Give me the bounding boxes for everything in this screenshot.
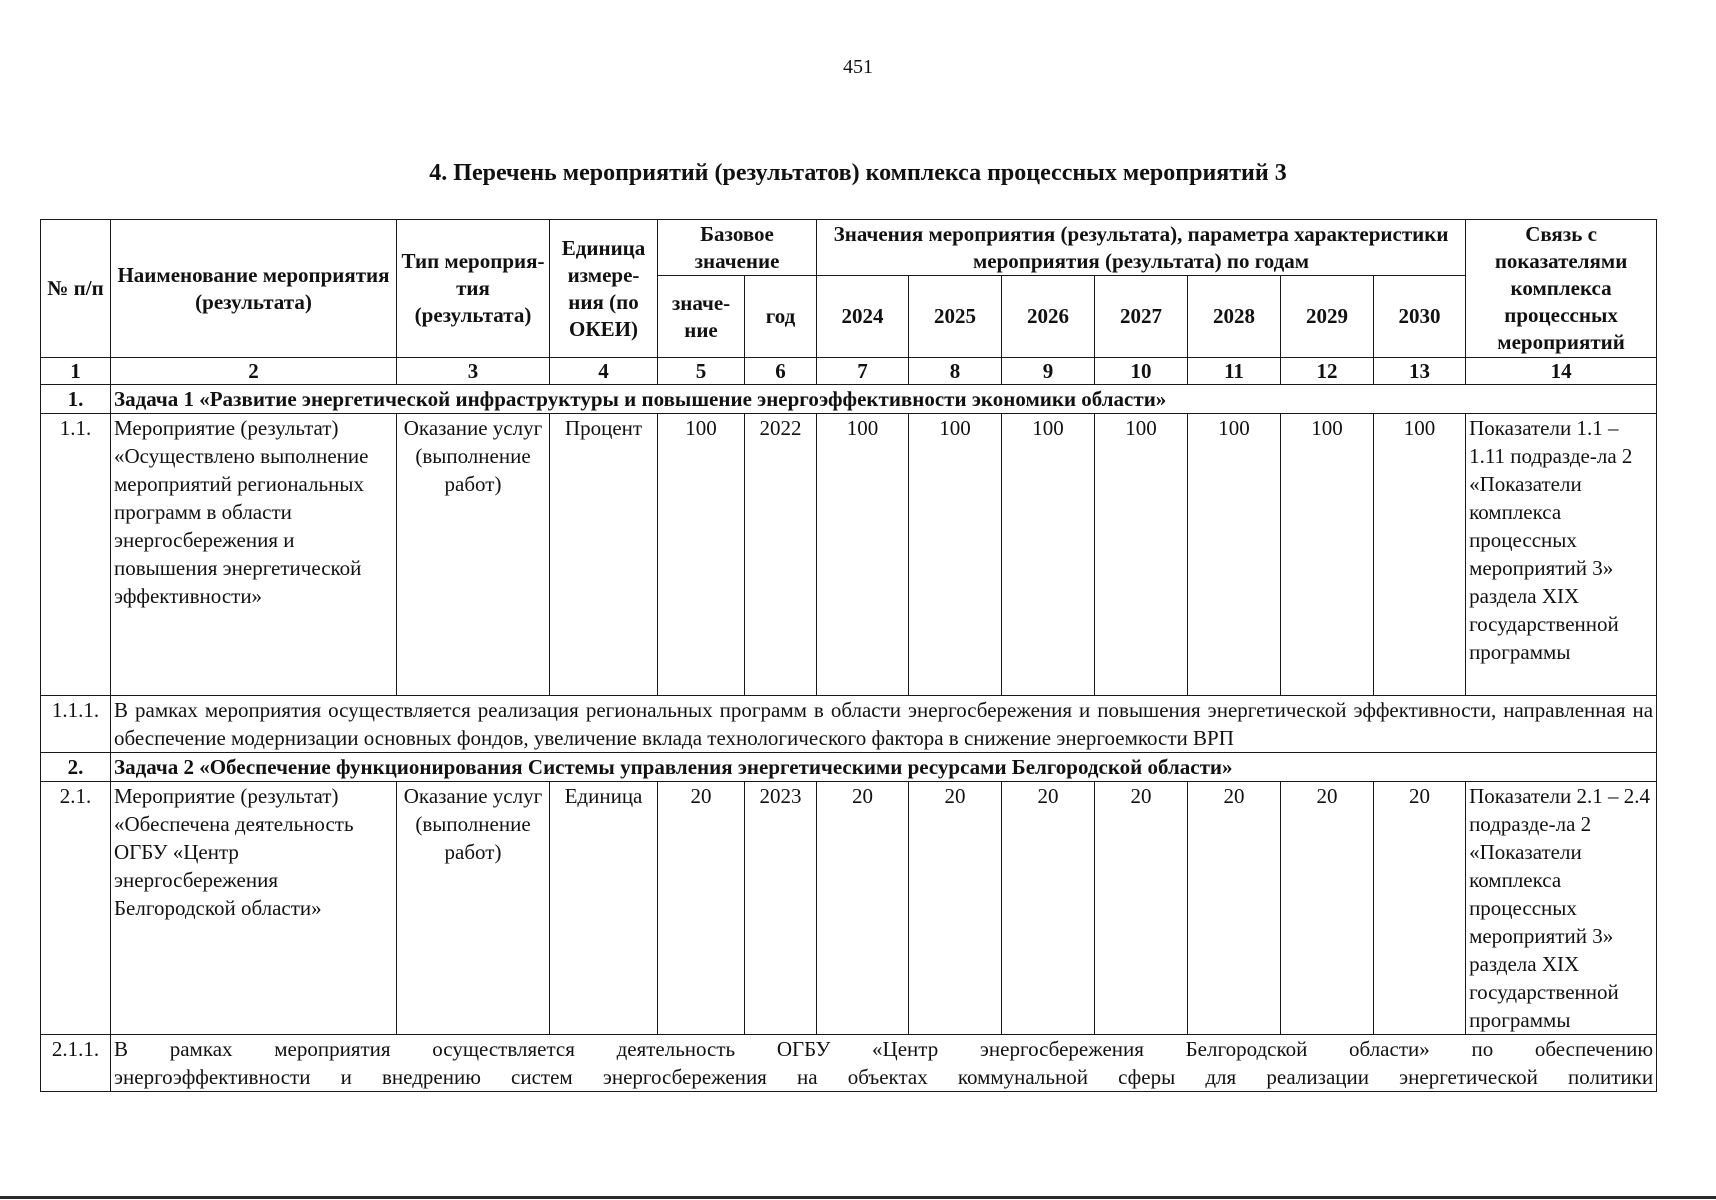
year-value: 100 — [909, 414, 1002, 696]
column-number: 13 — [1374, 358, 1466, 385]
measure-name: Мероприятие (результат) «Осуществлено выполнение мероприятий региональных программ в области энергосбережения и повышения энергетической эффективности» — [111, 414, 397, 696]
measure-name: Мероприятие (результат) «Обеспечена деятельность ОГБУ «Центр энергосбережения Белгородской области» — [111, 782, 397, 1035]
task-title: Задача 2 «Обеспечение функционирования Системы управления энергетическими ресурсами Белгородской области» — [111, 753, 1657, 782]
measure-type: Оказание услуг (выполнение работ) — [397, 782, 550, 1035]
header-base-year: год — [745, 276, 817, 358]
description-line: В рамках мероприятия осуществляется деятельность ОГБУ «Центр энергосбережения Белгородской области» по обеспечению — [114, 1037, 1654, 1061]
header-link: Связь с показателями комплекса процессных мероприятий — [1466, 220, 1657, 358]
year-value: 20 — [909, 782, 1002, 1035]
description-index: 2.1.1. — [41, 1035, 111, 1092]
column-number: 12 — [1281, 358, 1374, 385]
column-number: 5 — [658, 358, 745, 385]
task-index: 1. — [41, 385, 111, 414]
header-num: № п/п — [41, 220, 111, 358]
measure-row-2 — [41, 782, 1657, 1035]
page-number: 451 — [843, 56, 873, 78]
header-year: 2026 — [1002, 276, 1095, 358]
year-value: 20 — [1281, 782, 1374, 1035]
column-number: 6 — [745, 358, 817, 385]
indicator-link: Показатели 2.1 – 2.4 подразде-ла 2 «Показатели комплекса процессных мероприятий 3» раздела XIX государственной программы — [1466, 782, 1657, 1035]
header-base: Базовое значение — [658, 220, 817, 276]
column-number: 10 — [1095, 358, 1188, 385]
header-years-group: Значения мероприятия (результата), параметра характеристики мероприятия (результата) по годам — [817, 220, 1466, 276]
column-number: 4 — [550, 358, 658, 385]
description-index: 1.1.1. — [41, 696, 111, 753]
measure-index: 1.1. — [41, 414, 111, 696]
column-number: 9 — [1002, 358, 1095, 385]
measure-description: В рамках мероприятия осуществляется реализация региональных программ в области энергосбережения и повышения энергетической эффективности, направленная на обеспечение модернизации основных фондов, увеличение вклада технологического фактора в снижение энергоемкости ВРП — [111, 696, 1657, 753]
document-title: 4. Перечень мероприятий (результатов) комплекса процессных мероприятий 3 — [429, 160, 1287, 186]
column-number: 2 — [111, 358, 397, 385]
column-number: 7 — [817, 358, 909, 385]
measure-type: Оказание услуг (выполнение работ) — [397, 414, 550, 696]
year-value: 20 — [1002, 782, 1095, 1035]
header-year: 2030 — [1374, 276, 1466, 358]
header-unit: Единица измере-ния (по ОКЕИ) — [550, 220, 658, 358]
task-row-2 — [41, 753, 1657, 782]
header-row-1 — [41, 220, 1657, 276]
year-value: 20 — [1188, 782, 1281, 1035]
description-line: энергоэффективности и внедрению систем энергосбережения на объектах коммунальной сферы для реализации энергетической политики — [114, 1065, 1654, 1089]
column-number: 11 — [1188, 358, 1281, 385]
column-number-row — [41, 358, 1657, 385]
measure-unit: Единица — [550, 782, 658, 1035]
year-value: 20 — [1095, 782, 1188, 1035]
year-value: 100 — [1281, 414, 1374, 696]
header-type: Тип мероприя-тия (результата) — [397, 220, 550, 358]
header-year: 2025 — [909, 276, 1002, 358]
year-value: 100 — [1095, 414, 1188, 696]
header-year: 2028 — [1188, 276, 1281, 358]
base-year: 2022 — [745, 414, 817, 696]
year-value: 20 — [817, 782, 909, 1035]
task-row-1 — [41, 385, 1657, 414]
task-title: Задача 1 «Развитие энергетической инфраструктуры и повышение энергоэффективности экономики области» — [111, 385, 1657, 414]
year-value: 100 — [1002, 414, 1095, 696]
measure-index: 2.1. — [41, 782, 111, 1035]
header-name: Наименование мероприятия (результата) — [111, 220, 397, 358]
task-index: 2. — [41, 753, 111, 782]
year-value: 100 — [1374, 414, 1466, 696]
measure-row-1 — [41, 414, 1657, 696]
base-year: 2023 — [745, 782, 817, 1035]
year-value: 100 — [817, 414, 909, 696]
measure-unit: Процент — [550, 414, 658, 696]
header-base-value: значе-ние — [658, 276, 745, 358]
column-number: 1 — [41, 358, 111, 385]
year-value: 20 — [1374, 782, 1466, 1035]
header-year: 2029 — [1281, 276, 1374, 358]
year-value: 100 — [1188, 414, 1281, 696]
base-value: 100 — [658, 414, 745, 696]
indicator-link: Показатели 1.1 – 1.11 подразде-ла 2 «Показатели комплекса процессных мероприятий 3» раздела XIX государственной программы — [1466, 414, 1657, 696]
measure-description-row-1 — [41, 696, 1657, 753]
scan-edge-line — [0, 1196, 1716, 1199]
base-value: 20 — [658, 782, 745, 1035]
column-number: 14 — [1466, 358, 1657, 385]
measure-description — [111, 1035, 1657, 1092]
column-number: 8 — [909, 358, 1002, 385]
measures-table — [40, 219, 1657, 1092]
measure-description-row-2 — [41, 1035, 1657, 1092]
column-number: 3 — [397, 358, 550, 385]
header-year: 2027 — [1095, 276, 1188, 358]
header-year: 2024 — [817, 276, 909, 358]
